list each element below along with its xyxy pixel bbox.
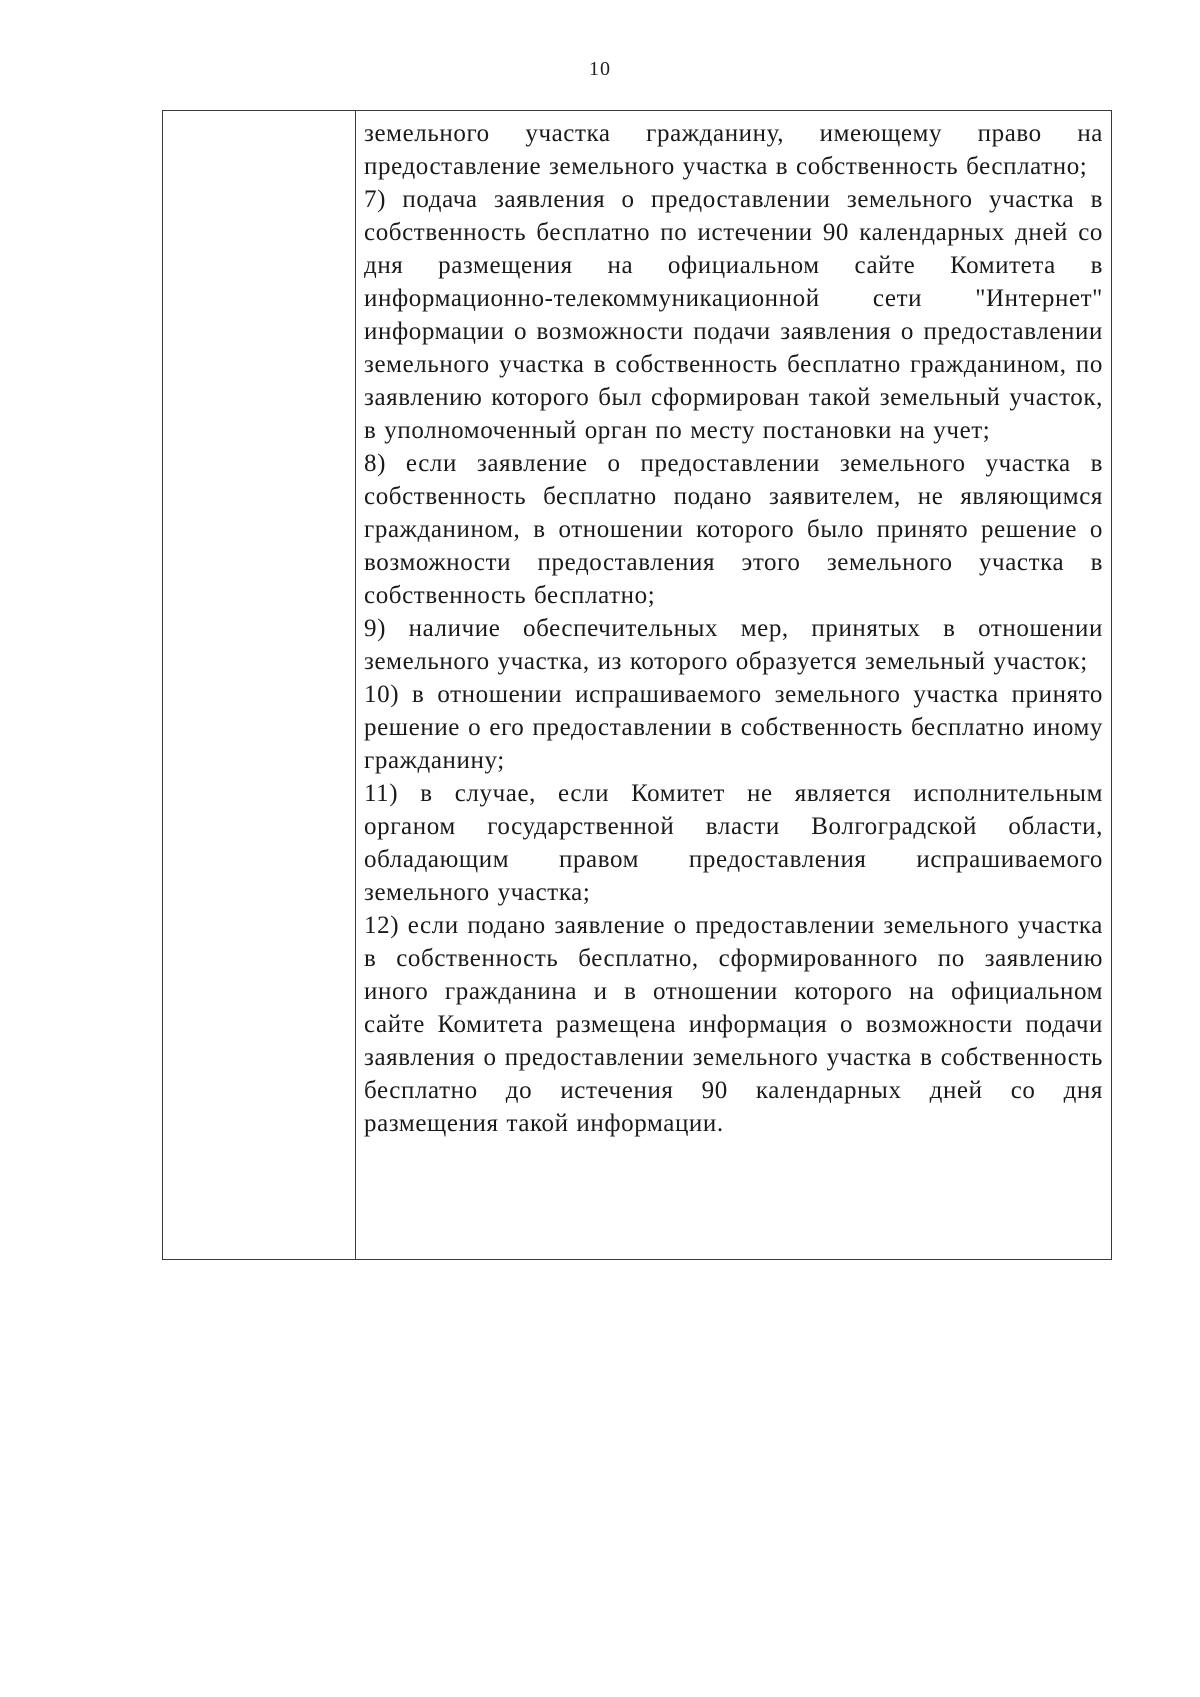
- paragraph-item-10: 10) в отношении испрашиваемого земельного участка принято решение о его предоставлении в собственность бесплатно иному гражданину;: [364, 681, 1103, 774]
- paragraph-item-7: 7) подача заявления о предоставлении земельного участка в собственность бесплатно по истечении 90 календарных дней со дня размещения на официальном сайте Комитета в информационно-телекоммуникационной сети "Интернет" информации о возможности подачи заявления о предоставлении земельного участка в собственность бесплатно гражданином, по заявлению которого был сформирован такой земельный участок, в уполномоченный орган по месту постановки на учет;: [364, 186, 1103, 444]
- paragraph-continuation: земельного участка гражданину, имеющему право на предоставление земельного участка в собственность бесплатно;: [364, 120, 1103, 180]
- table-cell-left: [163, 111, 356, 1260]
- paragraph-item-11: 11) в случае, если Комитет не является исполнительным органом государственной власти Волгоградской области, обладающим правом предоставления испрашиваемого земельного участка;: [364, 780, 1103, 906]
- table-cell-right: [356, 111, 1112, 1260]
- paragraph-item-12: 12) если подано заявление о предоставлении земельного участка в собственность бесплатно, сформированного по заявлению иного гражданина и в отношении которого на официальном сайте Комитета размещена информация о возможности подачи заявления о предоставлении земельного участка в собственность бесплатно до истечения 90 календарных дней со дня размещения такой информации.: [364, 912, 1103, 1137]
- table-row: [163, 111, 1112, 1260]
- paragraph-item-9: 9) наличие обеспечительных мер, принятых в отношении земельного участка, из которого образуется земельный участок;: [364, 615, 1103, 675]
- page-number: 10: [589, 58, 611, 80]
- document-table: [162, 110, 1112, 1260]
- paragraph-item-8: 8) если заявление о предоставлении земельного участка в собственность бесплатно подано заявителем, не являющимся гражданином, в отношении которого было принято решение о возможности предоставления этого земельного участка в собственность бесплатно;: [364, 450, 1103, 609]
